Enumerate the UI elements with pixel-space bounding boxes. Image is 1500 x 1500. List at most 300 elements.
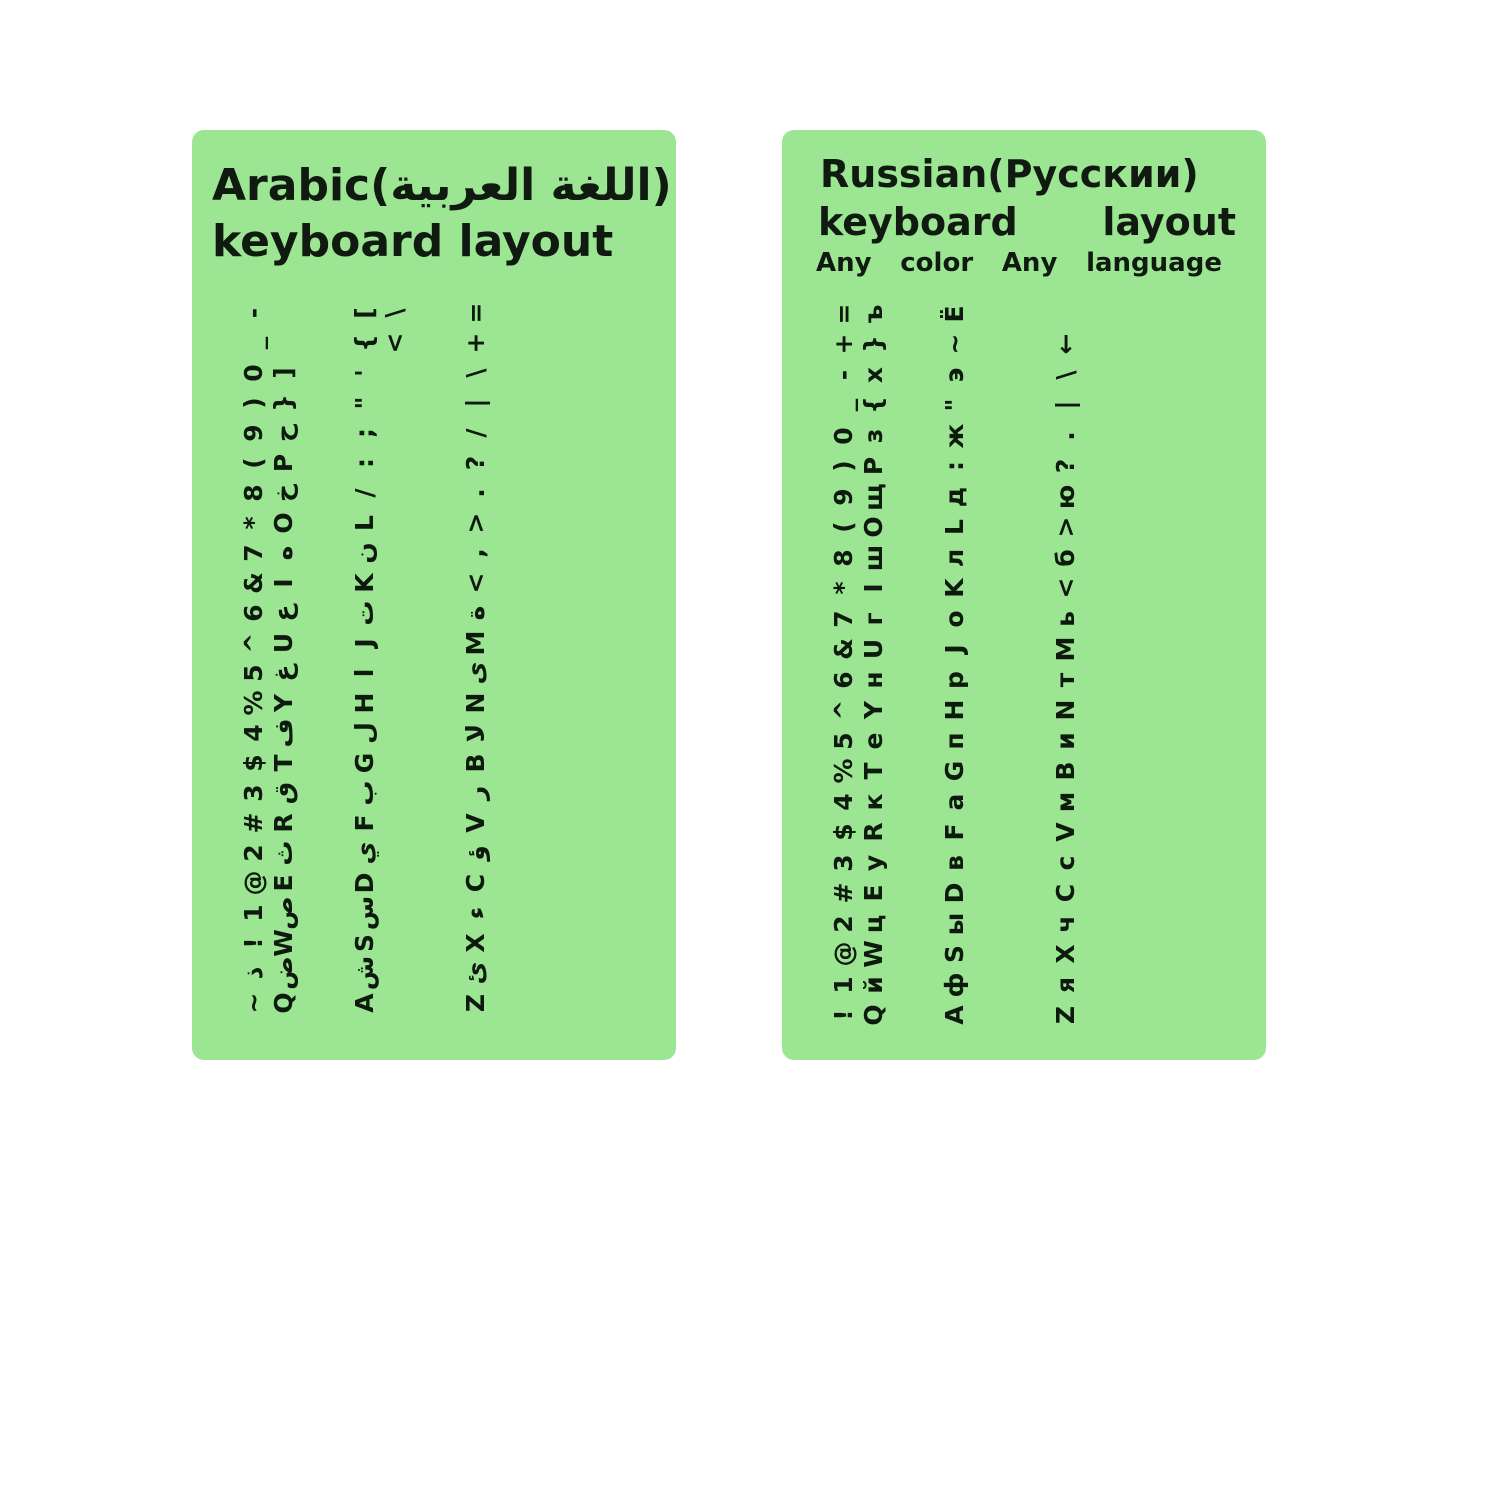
- key-glyph: *: [828, 580, 857, 595]
- key-glyph: :: [349, 458, 378, 468]
- arabic-title: [212, 160, 672, 211]
- key-glyph: B: [460, 753, 489, 773]
- russian-tagline: [816, 248, 1222, 278]
- key-glyph: U: [858, 638, 887, 659]
- key-legend: [571, 778, 631, 838]
- key-glyph: й: [858, 975, 887, 994]
- arabic-key: [212, 898, 323, 958]
- key-legend: [828, 787, 888, 847]
- russian-key: [1135, 847, 1246, 908]
- key-legend: [238, 718, 298, 778]
- key-legend: [571, 298, 631, 358]
- russian-key: [802, 298, 913, 359]
- key-legend: [571, 478, 631, 538]
- key-glyph: ؤ: [460, 845, 489, 861]
- russian-key: [802, 786, 913, 847]
- key-glyph: <: [460, 572, 489, 594]
- key-legend: [460, 538, 520, 598]
- key-glyph: Z: [460, 993, 489, 1013]
- key-legend: [238, 538, 298, 598]
- arabic-subtitle: keyboard layout: [212, 216, 614, 267]
- russian-key: [913, 847, 1024, 908]
- key-legend: [460, 658, 520, 718]
- key-glyph: э: [939, 367, 968, 382]
- key-glyph: +: [460, 332, 489, 354]
- key-glyph: O: [268, 512, 297, 534]
- key-glyph: J: [349, 638, 378, 648]
- key-legend: [238, 478, 298, 538]
- russian-title: Russian(Русскии): [820, 152, 1199, 196]
- key-glyph: O: [858, 515, 887, 538]
- key-glyph: _: [238, 336, 267, 350]
- key-glyph: ى: [460, 661, 489, 685]
- arabic-key: [323, 298, 434, 358]
- key-legend: [460, 358, 520, 418]
- key-legend: [238, 598, 298, 658]
- key-legend: [1050, 421, 1110, 481]
- key-glyph: P: [858, 456, 887, 475]
- key-legend: [349, 838, 409, 898]
- key-legend: [1161, 909, 1221, 969]
- key-legend: [828, 848, 888, 908]
- russian-key: [802, 542, 913, 603]
- key-glyph: е: [858, 732, 887, 749]
- key-glyph: E: [858, 883, 887, 902]
- tagline-word: language: [1086, 248, 1222, 278]
- key-legend: [1161, 726, 1221, 786]
- arabic-key: [323, 778, 434, 838]
- key-glyph: -: [238, 307, 267, 319]
- key-legend: [349, 955, 409, 1018]
- key-legend: [939, 604, 999, 664]
- arabic-key: [323, 718, 434, 778]
- tagline-word: color: [900, 248, 974, 278]
- key-glyph: ص: [268, 896, 297, 930]
- key-glyph: R: [268, 813, 297, 833]
- key-legend: [1050, 360, 1110, 420]
- russian-subtitle-left: keyboard: [818, 200, 1018, 244]
- key-glyph: |: [460, 398, 489, 408]
- russian-key: [1135, 481, 1246, 542]
- key-glyph: 5: [238, 664, 267, 682]
- key-legend: [939, 665, 999, 725]
- key-glyph: #: [828, 882, 857, 903]
- key-glyph: G: [349, 752, 378, 774]
- key-glyph: ب: [349, 780, 378, 806]
- arabic-key: [545, 778, 656, 838]
- key-legend: [349, 778, 409, 838]
- russian-key: [913, 542, 1024, 603]
- key-glyph: в: [939, 854, 968, 871]
- russian-key: [913, 420, 1024, 481]
- key-legend: [1161, 421, 1221, 481]
- key-glyph: B: [1050, 760, 1079, 781]
- key-glyph: L: [349, 515, 378, 531]
- key-legend: [460, 478, 520, 538]
- russian-key: [913, 603, 1024, 664]
- key-legend: [939, 726, 999, 786]
- key-glyph: к: [858, 793, 887, 810]
- arabic-key: [323, 358, 434, 418]
- key-legend: [460, 778, 520, 838]
- key-glyph: T: [268, 754, 297, 772]
- key-glyph: .: [1050, 430, 1079, 441]
- russian-subtitle: [818, 200, 1236, 244]
- key-glyph: ذ: [238, 966, 267, 980]
- key-glyph: щ: [858, 482, 887, 511]
- russian-key: [1135, 420, 1246, 481]
- arabic-key: [212, 838, 323, 898]
- russian-key: [1135, 786, 1246, 847]
- key-glyph: K: [939, 577, 968, 598]
- russian-key: [1024, 359, 1135, 420]
- key-legend: [238, 418, 298, 478]
- russian-key: [913, 664, 1024, 725]
- key-glyph: <: [379, 332, 408, 354]
- arabic-key: [545, 358, 656, 418]
- key-glyph: 4: [828, 792, 857, 811]
- key-glyph: خ: [268, 483, 297, 503]
- arabic-key: [434, 658, 545, 718]
- arabic-key: [434, 598, 545, 658]
- key-legend: [1161, 543, 1221, 603]
- key-glyph: ?: [460, 455, 489, 471]
- key-glyph: д: [939, 486, 968, 507]
- key-glyph: ق: [268, 781, 297, 805]
- key-legend: [828, 726, 888, 786]
- key-glyph: }: [858, 334, 887, 353]
- key-legend: [238, 838, 298, 898]
- key-glyph: 1: [828, 975, 857, 994]
- key-glyph: ?: [1050, 458, 1079, 473]
- key-glyph: т: [1050, 672, 1079, 687]
- key-glyph: /: [460, 428, 489, 438]
- key-legend: [571, 898, 631, 958]
- key-glyph: ف: [268, 718, 297, 748]
- key-glyph: *: [238, 516, 267, 530]
- key-glyph: \: [1050, 369, 1079, 380]
- russian-key: [913, 481, 1024, 542]
- arabic-key: [434, 478, 545, 538]
- russian-key: [1024, 542, 1135, 603]
- key-glyph: غ: [268, 664, 297, 682]
- key-glyph: &: [828, 637, 857, 660]
- key-glyph: ←: [1050, 333, 1079, 354]
- key-glyph: ): [828, 459, 857, 472]
- key-glyph: Q: [858, 1003, 887, 1026]
- key-glyph: >: [1050, 516, 1079, 537]
- russian-key: [913, 786, 1024, 847]
- key-glyph: M: [1050, 636, 1079, 661]
- key-legend: [460, 598, 520, 658]
- arabic-key: [323, 598, 434, 658]
- key-legend: [1050, 848, 1110, 908]
- key-glyph: =: [828, 303, 857, 324]
- key-legend: [828, 299, 888, 359]
- key-glyph: -: [828, 369, 857, 380]
- key-glyph: ح: [268, 423, 297, 443]
- key-glyph: X: [460, 933, 489, 953]
- key-glyph: ;: [349, 428, 378, 438]
- key-glyph: !: [828, 1008, 857, 1021]
- key-legend: [1161, 360, 1221, 420]
- russian-key: [1024, 603, 1135, 664]
- key-glyph: Z: [1050, 1005, 1079, 1024]
- arabic-key: [545, 478, 656, 538]
- key-glyph: \: [379, 308, 408, 318]
- key-glyph: س: [349, 895, 378, 931]
- arabic-key: [323, 895, 434, 958]
- russian-key: [802, 664, 913, 725]
- key-legend: [349, 658, 409, 718]
- russian-key: [802, 481, 913, 542]
- arabic-key: [434, 538, 545, 598]
- key-legend: [1050, 665, 1110, 725]
- arabic-key: [212, 418, 323, 478]
- key-glyph: %: [238, 690, 267, 716]
- key-glyph: |: [1050, 399, 1079, 410]
- key-glyph: 7: [828, 609, 857, 628]
- arabic-key: [434, 358, 545, 418]
- key-glyph: C: [460, 873, 489, 893]
- arabic-key: [212, 538, 323, 598]
- key-legend: [460, 838, 520, 898]
- key-glyph: D: [349, 872, 378, 894]
- key-glyph: +: [828, 333, 857, 354]
- key-glyph: о: [939, 609, 968, 628]
- key-glyph: $: [238, 754, 267, 772]
- key-glyph: (: [828, 520, 857, 533]
- key-glyph: 1: [238, 904, 267, 922]
- key-glyph: ض: [268, 956, 297, 990]
- key-glyph: :: [939, 460, 968, 471]
- russian-key: [1024, 847, 1135, 908]
- key-legend: [238, 958, 298, 1018]
- key-glyph: я: [1050, 976, 1079, 993]
- key-glyph: 6: [828, 670, 857, 689]
- arabic-key: [545, 418, 656, 478]
- key-legend: [349, 358, 409, 418]
- key-glyph: _: [828, 398, 857, 411]
- key-glyph: J: [939, 643, 968, 654]
- key-glyph: >: [460, 512, 489, 534]
- key-legend: [571, 658, 631, 718]
- key-glyph: 8: [828, 548, 857, 567]
- arabic-key: [545, 718, 656, 778]
- key-glyph: (: [238, 457, 267, 469]
- key-legend: [349, 895, 409, 958]
- key-glyph: W: [858, 939, 887, 968]
- key-glyph: Y: [858, 700, 887, 719]
- arabic-key: [323, 658, 434, 718]
- key-glyph: 6: [238, 604, 267, 622]
- key-glyph: S: [349, 934, 378, 953]
- key-legend: [238, 658, 298, 718]
- key-legend: [1161, 299, 1221, 359]
- key-glyph: @: [828, 941, 857, 966]
- russian-key: [1135, 969, 1246, 1030]
- key-glyph: {: [349, 334, 378, 352]
- russian-key: [1135, 908, 1246, 969]
- russian-key: [913, 359, 1024, 420]
- key-glyph: <: [1050, 577, 1079, 598]
- key-glyph: ا: [349, 668, 378, 678]
- key-glyph: ع: [268, 604, 297, 622]
- key-glyph: ф: [939, 972, 968, 997]
- russian-key: [1024, 969, 1135, 1030]
- key-glyph: F: [939, 822, 968, 841]
- key-glyph: 8: [238, 484, 267, 502]
- arabic-key: [434, 778, 545, 838]
- key-glyph: ): [238, 397, 267, 409]
- russian-key: [1135, 725, 1246, 786]
- key-glyph: ة: [460, 605, 489, 621]
- arabic-key: [434, 718, 545, 778]
- key-glyph: &: [238, 572, 267, 594]
- arabic-key: [545, 598, 656, 658]
- key-legend: [238, 358, 298, 418]
- russian-key: [913, 725, 1024, 786]
- key-legend: [349, 298, 409, 358]
- key-glyph: C: [1050, 883, 1079, 902]
- key-legend: [571, 838, 631, 898]
- key-legend: [939, 360, 999, 420]
- key-glyph: ': [349, 369, 378, 377]
- key-legend: [939, 909, 999, 969]
- key-glyph: P: [268, 453, 297, 473]
- key-legend: [828, 360, 888, 420]
- key-glyph: ت: [349, 600, 378, 626]
- arabic-key: [323, 418, 434, 478]
- key-glyph: N: [1050, 699, 1079, 720]
- arabic-key-grid: [212, 298, 656, 1030]
- key-legend: [349, 718, 409, 778]
- key-glyph: R: [858, 821, 887, 842]
- key-legend: [571, 358, 631, 418]
- russian-key: [1024, 725, 1135, 786]
- arabic-key: [434, 418, 545, 478]
- key-glyph: V: [460, 813, 489, 833]
- arabic-key: [545, 898, 656, 958]
- russian-key: [1135, 359, 1246, 420]
- key-legend: [828, 970, 888, 1030]
- key-legend: [1050, 604, 1110, 664]
- arabic-title-native: اللغة العربية: [390, 160, 652, 211]
- key-legend: [1050, 543, 1110, 603]
- key-glyph: Y: [268, 693, 297, 713]
- key-glyph: ъ: [858, 304, 887, 323]
- key-legend: [571, 538, 631, 598]
- key-glyph: л: [939, 548, 968, 567]
- arabic-title-en: Arabic(: [212, 160, 391, 211]
- key-glyph: 5: [828, 731, 857, 750]
- arabic-key: [434, 958, 545, 1018]
- key-glyph: 3: [828, 853, 857, 872]
- key-glyph: ч: [1050, 914, 1079, 933]
- arabic-key: [545, 658, 656, 718]
- key-legend: [349, 478, 409, 538]
- key-glyph: м: [1050, 791, 1079, 812]
- arabic-key: [212, 478, 323, 538]
- russian-key: [802, 420, 913, 481]
- key-glyph: 0: [238, 364, 267, 382]
- key-glyph: ш: [858, 544, 887, 571]
- key-legend: [238, 778, 298, 838]
- key-legend: [828, 909, 888, 969]
- key-legend: [460, 298, 520, 358]
- key-glyph: ю: [1050, 484, 1079, 509]
- key-legend: [828, 421, 888, 481]
- key-legend: [828, 665, 888, 725]
- key-legend: [1050, 970, 1110, 1030]
- key-legend: [1050, 787, 1110, 847]
- key-glyph: н: [858, 670, 887, 689]
- key-glyph: 2: [238, 844, 267, 862]
- key-glyph: $: [828, 822, 857, 841]
- key-glyph: ش: [349, 955, 378, 991]
- arabic-key: [212, 718, 323, 778]
- tagline-word: Any: [816, 248, 872, 278]
- key-glyph: =: [460, 302, 489, 324]
- key-legend: [571, 598, 631, 658]
- key-glyph: [: [349, 307, 378, 319]
- key-glyph: لا: [460, 723, 489, 743]
- russian-key: [913, 298, 1024, 359]
- key-glyph: ^: [238, 632, 267, 654]
- key-glyph: ]: [268, 367, 297, 379]
- key-legend: [238, 298, 298, 358]
- key-legend: [1161, 604, 1221, 664]
- key-legend: [349, 598, 409, 658]
- key-glyph: V: [1050, 821, 1079, 842]
- key-glyph: ^: [828, 699, 857, 720]
- arabic-key: [212, 658, 323, 718]
- arabic-key: [212, 958, 323, 1018]
- key-glyph: A: [349, 993, 378, 1013]
- key-glyph: M: [460, 630, 489, 656]
- key-glyph: ~: [939, 333, 968, 354]
- key-glyph: I: [268, 578, 297, 588]
- key-glyph: г: [858, 611, 887, 626]
- key-glyph: S: [939, 944, 968, 963]
- key-glyph: ي: [349, 841, 378, 865]
- arabic-key: [323, 538, 434, 598]
- key-glyph: @: [238, 870, 267, 896]
- key-glyph: H: [939, 699, 968, 720]
- arabic-key: [212, 358, 323, 418]
- key-legend: [1161, 665, 1221, 725]
- russian-key: [802, 908, 913, 969]
- key-glyph: T: [858, 761, 887, 780]
- key-legend: [939, 787, 999, 847]
- arabic-key: [323, 955, 434, 1018]
- russian-key: [802, 725, 913, 786]
- key-legend: [571, 958, 631, 1018]
- key-glyph: /: [349, 488, 378, 498]
- key-glyph: A: [939, 1004, 968, 1025]
- arabic-key: [545, 958, 656, 1018]
- russian-key: [802, 969, 913, 1030]
- key-glyph: ,: [460, 548, 489, 558]
- key-glyph: Q: [268, 992, 297, 1014]
- key-glyph: ц: [858, 914, 887, 933]
- russian-key: [802, 603, 913, 664]
- key-glyph: 9: [828, 487, 857, 506]
- key-glyph: ن: [349, 542, 378, 564]
- key-glyph: ل: [349, 722, 378, 744]
- key-glyph: I: [858, 582, 887, 593]
- key-glyph: ": [939, 397, 968, 412]
